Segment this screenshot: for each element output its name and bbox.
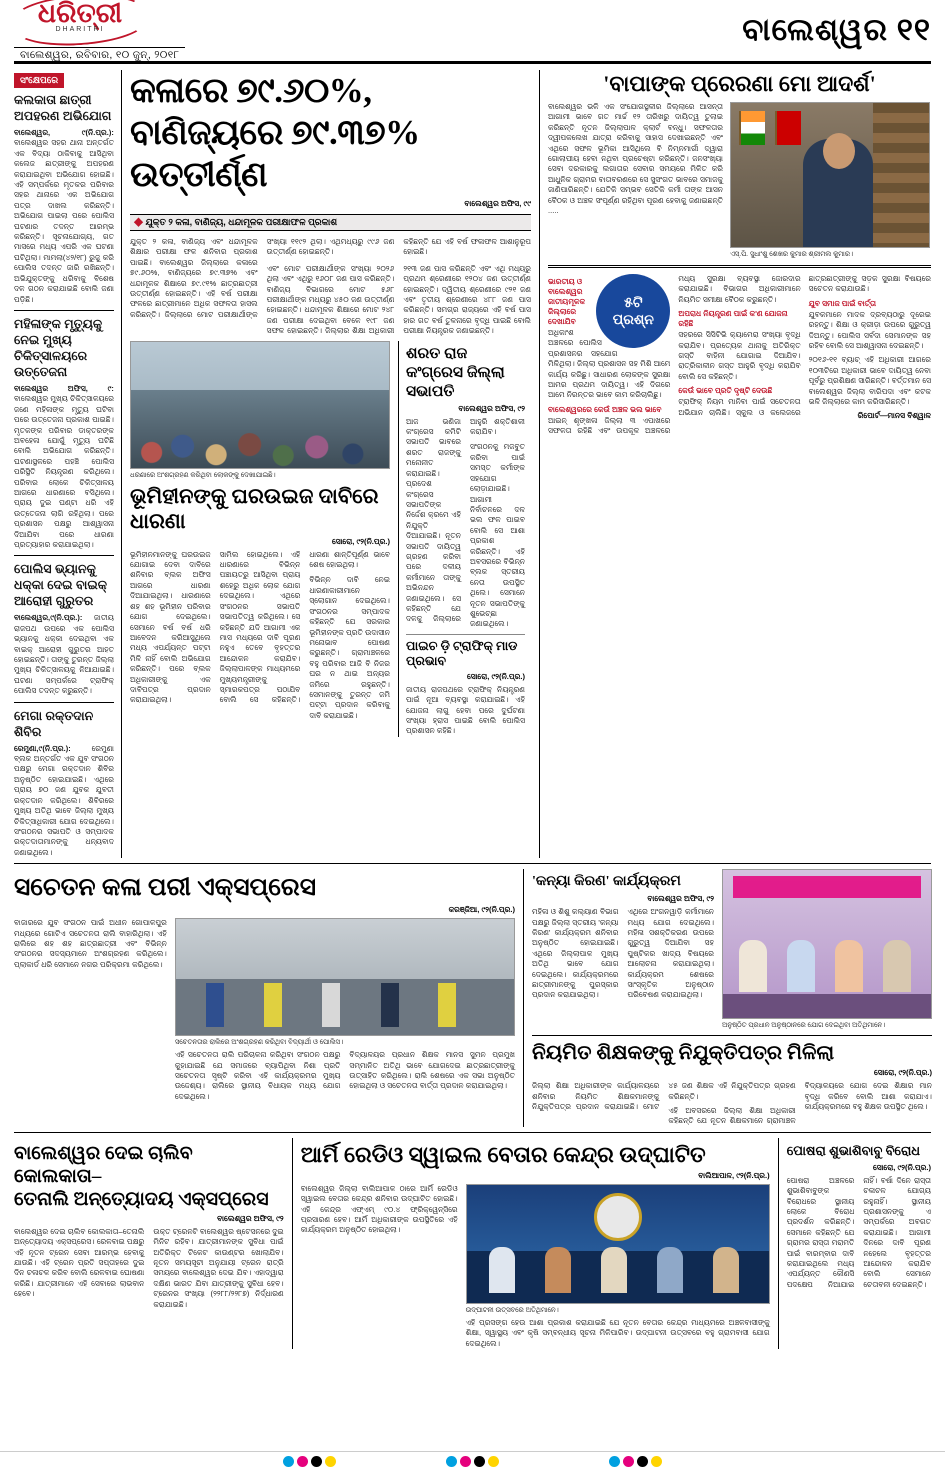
radio-photo-block	[466, 1184, 770, 1349]
brief-dateline: ବାଲେଶ୍ୱର,୯(ନି.ପ୍ର.):	[14, 613, 83, 623]
express-col1	[14, 918, 167, 1102]
interview-headline: 'ବାପାଙ୍କ ପ୍ରେରଣା ମୋ ଆଦର୍ଶ'	[603, 71, 876, 96]
express-headline: ସଚେତନ କଳା ପରୀ ଏକ୍ସପ୍ରେସ	[14, 874, 317, 902]
answer-3: ସହରରେ ସିସିଟିଭି କ୍ୟାମେରା ସଂଖ୍ୟା ବୃଦ୍ଧି କରାଯିବ। ପ୍ରତ୍ୟେକ ଥାନାକୁ ଅତିରିକ୍ତ ଗସ୍ତି ବାହିନୀ ଯୋଗାଇ ଦିଆଯିବ। ରାତ୍ରିକାଳୀନ ଗସ୍ତ ଆହୁରି ବୃଦ୍ଧି କରାଯିବ ବୋଲି ସେ କହିଛନ୍ତି।	[678, 330, 801, 381]
interview-credit: ରିପୋର୍ଟ—ମାନସ ବିଶ୍ୱାଳ	[857, 411, 931, 421]
brief-item[interactable]	[14, 708, 114, 858]
kolkata-paragraph: ଉକ୍ତ ଟ୍ରେନଟି ବାଲେଶ୍ୱର ଷ୍ଟେସନରେ ଦୁଇ ମିନିଟ ରହିବ। ଯାତ୍ରୀମାନଙ୍କ ସୁବିଧା ପାଇଁ ଅତିରିକ୍ତ ଟିକେଟ କାଉଣ୍ଟର ଖୋଲାଯିବ। ନୂତନ ସମୟସୂଚୀ ଅନୁଯାୟୀ ଟ୍ରେନ ରାତ୍ରି ସମୟରେ ବାଲେଶ୍ୱର ଦେଇ ଯିବ। ଏହାଦ୍ୱାରା ଦକ୍ଷିଣ ଭାରତ ଯିବା ଯାତ୍ରୀଙ୍କୁ ସୁବିଧା ହେବ। ଟ୍ରେନର ସଂଖ୍ୟା (୨୨୮୮/୨୨୮୭) ନିର୍ଦ୍ଧାରଣ କରାଯାଇଛି।	[153, 1226, 284, 1309]
lead-headline-line1: କଳାରେ ୭୯.୬୦%,	[130, 71, 372, 110]
divider	[532, 1035, 932, 1036]
interview-panel	[539, 70, 931, 858]
answer-2: ଆଇନ୍‌ ଶୃଙ୍ଖଳା ଜିଲ୍ଲା ୩ ଏପାଖରେ ସଫଳତା ରହିଛି ଏବଂ ଉପକୂଳ ଅଞ୍ଚଳରେ ମଧ୍ୟ ସୁରକ୍ଷା ବ୍ୟବସ୍ଥା ଜୋରଦାର କରାଯାଇଛି। ବିଭାଗର ଅଧିକାରୀମାନେ ନିୟମିତ ସମୀକ୍ଷା ବୈଠକ କରୁଛନ୍ତି।	[548, 274, 801, 436]
dharana-byline: ସୋରୋ, ୯୨(ନି.ପ୍ର.)	[331, 536, 390, 546]
interview-top	[548, 102, 931, 259]
interview-closing: ୨୦୧୬-୧୧ ବ୍ୟାଚ୍‌ ଏହି ଅଧିକାରୀ ଆଗରେ ୧୦୩ଟିରେ ଅଧିକାରୀ ଭାବେ ଦାୟିତ୍ୱ ନେବା ପୂର୍ବରୁ ପ୍ରଶିକ୍ଷଣ ସାରିଛନ୍ତି। ବର୍ତ୍ତମାନ ସେ ବାଲେଶ୍ୱର ଜିଲ୍ଲା ବାରିପଦା ଏବଂ କଟକ ଭଳି ଜିଲ୍ଲାରେ କାମ କରିସାରିଛନ୍ତି।	[808, 355, 931, 407]
masthead-left	[14, 0, 185, 64]
answer-4: ଟ୍ରାଫିକ୍‌ ନିୟମ ମାନିବା ପାଇଁ ସଚେତନତା ଅଭିଯାନ ଚାଲିଛି। ସ୍କୁଲ ଓ କଲେଜରେ ଛାତ୍ରଛାତ୍ରୀଙ୍କୁ ସଡ଼କ ସୁରକ୍ଷା ବିଷୟରେ ସଚେତନ କରାଯାଉଛି।	[678, 274, 931, 417]
guest	[545, 1247, 571, 1293]
dharana-photo-caption: ଧରଣାରେ ଅଂଶଗ୍ରହଣ କରିଥିବା ଲୋକଙ୍କୁ ଦେଖାଯାଇଛି।	[130, 471, 276, 479]
kanya-headline: 'କନ୍ୟା କିରଣ' କାର୍ଯ୍ୟକ୍ରମ	[532, 874, 681, 890]
brief-body	[14, 744, 114, 858]
stage-banner	[733, 876, 921, 898]
photo-crowd	[131, 390, 389, 468]
badge-word: ପ୍ରଶ୍ନ	[612, 311, 654, 327]
officer-face	[823, 133, 855, 169]
interview-qa	[548, 274, 931, 437]
brief-headline: ମହିଳାଙ୍କ ମୃତ୍ୟୁକୁ ନେଇ ମୁଖ୍ୟ ଚିକିତ୍ସାଳୟରେ ଉତ୍ତେଜନା	[14, 316, 103, 379]
kanya-photo-caption: ଅନୁଷ୍ଠିତ ପ୍ରଧାନ ଅନୁଷ୍ଠାନରେ ଯୋଗ ଦେଇଥିବା ଅତିଥିମାନେ।	[722, 1022, 886, 1030]
middle-band	[14, 869, 931, 1127]
masthead	[14, 0, 931, 64]
shubha-byline: ସୋରୋ, ୯୨(ନି.ପ୍ର.)	[872, 1162, 931, 1172]
divider	[14, 555, 114, 556]
congress-article	[398, 341, 525, 737]
interview-photo	[730, 102, 930, 248]
brief-dateline: ବାଲେଶ୍ୱର ଅଫିସ, ୯:	[14, 383, 114, 393]
lead-paragraph: ୨୧୩ ଜଣ ପାସ କରିଛନ୍ତି ଏବଂ ଏଥି ମଧ୍ୟରୁ ପ୍ରଥମ ଶ୍ରେଣୀରେ ୧୨୦୪ ଜଣ ଉତ୍ତୀର୍ଣ୍ଣ ହୋଇଛନ୍ତି। ଦ୍ୱିତୀୟ ଶ୍ରେଣୀରେ ୯୨୧ ଜଣ ଏବଂ ତୃତୀୟ ଶ୍ରେଣୀରେ ୪୮୮ ଜଣ ପାସ କରିଛନ୍ତି। ସମଗ୍ର ରାଜ୍ୟରେ ଏହି ବର୍ଷ ପାସ ହାର ଗତ ବର୍ଷ ତୁଳନାରେ ବୃଦ୍ଧି ପାଇଛି ବୋଲି ପରୀକ୍ଷା ନିୟନ୍ତ୍ରକ ଜଣାଇଛନ୍ତି।	[403, 263, 531, 336]
lead-paragraph: ଏବଂ ମୋଟ ପରୀକ୍ଷାର୍ଥୀଙ୍କ ସଂଖ୍ୟା ୨୦୨୬ ଥିଲା ଏବଂ ଏଥିରୁ ୧୬୦୮ ଜଣ ପାସ କରିଛନ୍ତି। ବାଣିଜ୍ୟ ବିଭାଗରେ ମୋଟ ୫୬୮ ପରୀକ୍ଷାର୍ଥୀଙ୍କ ମଧ୍ୟରୁ ୪୫୦ ଜଣ ଉତ୍ତୀର୍ଣ୍ଣ ହୋଇଛନ୍ତି। ଧନ୍ଦାମୂଳକ ଶିକ୍ଷାରେ ମୋଟ ୨୪୮ ଜଣ ପରୀକ୍ଷା ଦେଇଥିବା ବେଳେ ୧୯୮ ଜଣ ସଫଳ ହୋଇଛନ୍ତି। ଜିଲ୍ଲାର ଶିକ୍ଷା ଅଧିକାରୀ କହିଛନ୍ତି ଯେ ଏହି ବର୍ଷ ଫଳାଫଳ ଆଶାନୁରୂପ ହୋଇଛି।	[266, 237, 531, 336]
congress-paragraph: ସଂଗଠନକୁ ମଜବୁତ କରିବା ପାଇଁ ସମସ୍ତ କର୍ମୀଙ୍କ ସହଯୋଗ ଲୋଡ଼ାଯାଇଛି। ଆଗାମୀ ନିର୍ବାଚନରେ ଦଳ ଭଲ ଫଳ ପାଇବ ବୋଲି ସେ ଆଶା ପ୍ରକାଶ କରିଛନ୍ତି। ଏହି ଅବସରରେ ବିଭିନ୍ନ ବ୍ଲକ ସ୍ତରୀୟ ନେତା ଉପସ୍ଥିତ ଥିଲେ। ସେମାନେ ନୂତନ ସଭାପତିଙ୍କୁ ଶୁଭେଚ୍ଛା ଜଣାଇଥିଲେ।	[470, 442, 525, 629]
radio-headline: ଆର୍ମି ରେଡିଓ ସ୍ୱାଇଲ ବେତାର କେନ୍ଦ୍ର ଉଦ୍‌ଘାଟିତ	[300, 1141, 706, 1167]
shubha-text: ପୋଷରା ଅଞ୍ଚଳରେ ଶୁଭାଶିବାବୁଙ୍କ ବିରୋଧରେ ସ୍ଥାନୀୟ ଲୋକେ ବିରୋଧ ପ୍ରଦର୍ଶନ କରିଛନ୍ତି। ସେମାନେ କହିଛନ୍ତି ଯେ ଗ୍ରାମର ରାସ୍ତା ମରାମତି ପାଇଁ ବାରମ୍ବାର ଦାବି କରାଯାଇଥିଲେ ମଧ୍ୟ ଏପର୍ଯ୍ୟନ୍ତ କୌଣସି ପଦକ୍ଷେପ ନିଆଯାଇ ନାହିଁ। ବର୍ଷା ଦିନେ ରାସ୍ତା ଚଳାଚଳ ଯୋଗ୍ୟ ରହୁନାହିଁ। ସ୍ଥାନୀୟ ପ୍ରଶାସନଙ୍କୁ ଏ ସମ୍ପର୍କରେ ଅବଗତ କରାଯାଇଛି। ଆଗାମୀ ଦିନରେ ଦାବି ପୂରଣ ନହେଲେ ବୃହତ୍ତର ଆନ୍ଦୋଳନ କରାଯିବ ବୋଲି ସେମାନେ ଚେତାବନୀ ଦେଇଛନ୍ତି।	[786, 1175, 931, 1289]
express-photo	[175, 918, 515, 1036]
divider	[14, 863, 931, 864]
teacher-headline: ନିୟମିତ ଶିକ୍ଷକଙ୍କୁ ନିଯୁକ୍ତିପତ୍ର ମିଳିଲା	[532, 1042, 835, 1065]
red-flag-icon	[775, 111, 801, 145]
edition-title: ବାଲେଶ୍ୱର ୧୧	[742, 12, 931, 47]
right-middle	[532, 869, 932, 1127]
brief-item[interactable]	[14, 92, 114, 305]
photo-road	[176, 979, 514, 1035]
lead-body	[130, 237, 531, 337]
kolkata-headline	[14, 1142, 284, 1211]
question-5: ଯୁବ ସମାଜ ପାଇଁ ବାର୍ତ୍ତା	[808, 298, 877, 308]
radio-emblem-icon	[594, 1193, 642, 1241]
answer-5: ଯୁବକମାନେ ମାଦକ ଦ୍ରବ୍ୟଠାରୁ ଦୂରେଇ ରହନ୍ତୁ। ଶିକ୍ଷା ଓ କ୍ରୀଡ଼ା ଉପରେ ଗୁରୁତ୍ୱ ଦିଅନ୍ତୁ। ପୋଲିସ ସର୍ବଦା ସେମାନଙ୍କ ସହ ରହିବ ବୋଲି ସେ ଆଶ୍ୱାସନା ଦେଇଛନ୍ତି।	[808, 309, 931, 351]
congress-body	[406, 417, 525, 630]
interview-intro: ବାଲେଶ୍ୱର ଭଳି ଏକ ସଂଯୋଗସ୍ଥଳୀର ଜିଲ୍ଲାରେ ଆସନ୍ତା ଆଗାମୀ ଭାବେ ଗତ ମାର୍ଚ୍ଚ ୧୨ ତାରିଖରୁ ଦାୟିତ୍ୱ ତୁଲାଇ କରିଛନ୍ତି ନୂତନ ଜିଲ୍ଲାପାଳ କ୍ଲାର୍ଟ ବନ୍ଧୁ। ସଫଳତାର ଦ୍ୱୀପକଲେଖ ଯାତ୍ରା କରିବାକୁ ସାହାସ ଦେଖାଇଛନ୍ତି ଏବଂ ଏଥିରେ ସଫଳ ଭୂମିକା ଆସିଥିଲେ ବି ନିମ୍ନମାର୍ଗୀ ଦ୍ୱାରା ଗୋଲାପୀୟ ହେବା ନଥିବା ପ୍ରଚେଷ୍ଟା କରିଛନ୍ତି। ଜନସଂଖ୍ୟା ସେବା ଦରକାରକୁ ଲଗାତାର ସେବାର ସମୟରେ ମିଳିତ କରି ଆଧୁନିକ ଗ୍ରାମର ବାତାବରଣରେ ସେ ସୁସଂଗତ ଭାବରେ ସମାଜକୁ ଜାଣିପାରିଛନ୍ତି। ଯେତିକି ସମ୍ଭବ ସେତିକି କର୍ମୀ ତାଙ୍କ ଆସନ ବୈଠକ ଓ ଅଞ୍ଚଳ ସଂପୂର୍ଣ୍ଣ ରହିଥିବା ପୂରଣ ହେବାକୁ ଜଣାଇଛନ୍ତି .....	[548, 102, 723, 216]
logo-subtitle: DHARITRI	[55, 25, 105, 33]
congress-sub-text: ଜାତୀୟ ରାଜପଥରେ ଟ୍ରାଫିକ୍‌ ନିୟନ୍ତ୍ରଣ ପାଇଁ ନୂଆ ବ୍ୟବସ୍ଥା କରାଯାଇଛି। ଏହି ଯୋଜନା ଲାଗୁ ହେବା ପରେ ଦୁର୍ଘଟଣା ସଂଖ୍ୟା ହ୍ରାସ ପାଇଛି ବୋଲି ପୋଲିସ ପ୍ରଶାସନ କହିଛି।	[406, 684, 525, 736]
express-byline: କରଞ୍ଜିଆ, ୯୨(ନି.ପ୍ର.)	[448, 905, 515, 915]
kolkata-byline: ବାଲେଶ୍ୱର ଅଫିସ, ୯୨	[217, 1213, 284, 1223]
brief-body	[14, 613, 114, 696]
kanya-text-block	[532, 869, 714, 1030]
lead-headline	[130, 70, 531, 196]
guest	[489, 1247, 515, 1293]
marcher	[264, 983, 282, 1027]
badge-number: ୫ଟି	[624, 294, 643, 310]
radio-paragraph: ଏହି ପ୍ରସଙ୍ଗ ହେଉ ଆଶା ପ୍ରକାଶ କରାଯାଇଛି ଯେ ନୂତନ ବେତାର କେନ୍ଦ୍ର ମାଧ୍ୟମରେ ଅଞ୍ଚଳବାସୀଙ୍କୁ ଶିକ୍ଷା, ସ୍ୱାସ୍ଥ୍ୟ ଏବଂ କୃଷି ସମ୍ବନ୍ଧୀୟ ସୂଚନା ମିଳିପାରିବ। ଉଦ୍‌ଘାଟନୀ ଉତ୍ସବରେ ବହୁ ଗ୍ରାମବାସୀ ଯୋଗ ଦେଇଥିଲେ।	[465, 1317, 770, 1348]
kolkata-headline-line2: ତେନାଲି ଅନ୍ତ୍ୟୋଦୟ ଏକ୍ସପ୍ରେସ	[14, 1188, 269, 1210]
congress-byline: ବାଲେଶ୍ୱର ଅଫିସ, ୯୨	[458, 403, 525, 413]
express-right	[175, 918, 515, 1102]
center-column	[130, 70, 531, 858]
brief-item[interactable]	[14, 561, 114, 696]
marcher	[438, 983, 456, 1027]
question-count-badge	[596, 274, 670, 348]
congress-sub-byline: ସୋରୋ, ୯୨(ନି.ପ୍ର.)	[466, 671, 525, 681]
kanya-photo	[722, 869, 932, 1019]
top-grid	[14, 70, 931, 858]
color-dot-group	[446, 1456, 499, 1467]
question-2: ବାଲେଶ୍ୱରରେ କେଉଁ ଅଞ୍ଚଳ ଭଲ ଭାବେ	[548, 404, 662, 414]
teacher-paragraph: ଏହି ଅବସରରେ ଜିଲ୍ଲା ଶିକ୍ଷା ଅଧିକାରୀ କହିଛନ୍ତି ଯେ ନୂତନ ଶିକ୍ଷକମାନେ ଗ୍ରାମାଞ୍ଚଳ ବିଦ୍ୟାଳୟରେ ଯୋଗ ଦେଇ ଶିକ୍ଷାର ମାନ ବୃଦ୍ଧି କରିବେ ବୋଲି ଆଶା କରାଯାଏ। କାର୍ଯ୍ୟକ୍ରମରେ ବହୁ ଶିକ୍ଷକ ଉପସ୍ଥିତ ଥିଲେ।	[668, 1081, 932, 1126]
brief-dateline: ବାଲେଶ୍ୱର, ୯(ନି.ପ୍ର.):	[14, 128, 114, 137]
logo-title: ଧରିତ୍ରୀ	[37, 0, 123, 28]
express-paragraph: ବିଦ୍ୟାଳୟର ପ୍ରଧାନ ଶିକ୍ଷକ ମାନସ ସୁମନ ପ୍ରମୁଖ ସମ୍ମାନିତ ଅତିଥି ଭାବେ ଯୋଗଦେଇ ଛାତ୍ରଛାତ୍ରୀଙ୍କୁ ଉତ୍ସାହିତ କରିଥିଲେ। ରାଲି ଶେଷରେ ଏକ ସଭା ଅନୁଷ୍ଠିତ ହୋଇଥିଲା ଓ ସଚେତନତା ବାର୍ତ୍ତା ପ୍ରଦାନ କରାଯାଇଥିଲା।	[349, 1050, 515, 1091]
brief-body	[14, 384, 114, 551]
color-dot-group	[609, 1456, 662, 1467]
logo[interactable]	[14, 0, 146, 44]
lead-subhead	[130, 214, 531, 231]
kanya-body	[532, 907, 714, 1005]
lead-byline: ବାଲେଶ୍ୱର ଅଫିସ, ୯୯	[464, 199, 531, 208]
kolkata-headline-line1: ବାଲେଶ୍ୱର ଦେଇ ଚାଲିବ କୋଲକାତା–	[14, 1142, 193, 1187]
guest	[883, 940, 911, 992]
brief-text: ଜାତୀୟ ରାଜପଥ ଉପରେ ଏକ ପୋଲିସ ଭ୍ୟାନକୁ ଧକ୍କା ଦେଇଥିବା ଏକ ବାଇକ୍‌ ଆରୋହୀ ଗୁରୁତର ଆହତ ହୋଇଛନ୍ତି। ତାଙ୍କୁ ତୁରନ୍ତ ଜିଲ୍ଲା ମୁଖ୍ୟ ଚିକିତ୍ସାଳୟକୁ ନିଆଯାଇଛି। ଘଟଣା ସମ୍ପର୍କରେ ଟ୍ରାଫିକ୍‌ ପୋଲିସ ତଦନ୍ତ କରୁଛନ୍ତି।	[14, 613, 114, 696]
brief-headline: ମେଗା ରକ୍ତଦାନ ଶିବିର	[14, 708, 94, 739]
question-3: ଅପରାଧ ନିୟନ୍ତ୍ରଣ ପାଇଁ କ'ଣ ଯୋଜନା ରହିଛି	[678, 309, 788, 329]
teacher-body	[532, 1081, 932, 1127]
divider	[14, 702, 114, 703]
shubha-headline: ପୋଷରା ଶୁଭାଶିବାବୁ ବିରୋଧ	[786, 1142, 921, 1158]
brief-item[interactable]	[14, 316, 114, 551]
express-paragraph: ଏହି ସଚେତନତା ରାଲି ପରିଚାଳନା କରିଥିବା ସଂଗଠନ ପକ୍ଷରୁ କୁହାଯାଇଛି ଯେ ସମାଜରେ ବ୍ୟାପିଥିବା ନିଶା ପ୍ରତି ସଚେତନତା ସୃଷ୍ଟି କରିବା ଏହି କାର୍ଯ୍ୟକ୍ରମର ମୁଖ୍ୟ ଉଦ୍ଦେଶ୍ୟ। ରାଲିରେ ସ୍ଥାନୀୟ ବିଧାୟକ ମଧ୍ୟ ଯୋଗ ଦେଇଥିଲେ।	[174, 1050, 341, 1101]
express-photo-caption: ସଚେତନତାର ରାଲିରେ ଅଂଶଗ୍ରହଣ କରିଥିବା ବିଦ୍ୟାର୍ଥୀ ଓ ପୋଲିସ।	[174, 1039, 344, 1047]
radio-byline: ବାଲିଆପାଳ, ୯୨(ନି.ପ୍ର.)	[698, 1170, 770, 1180]
kanya-article	[532, 869, 932, 1030]
teacher-byline: ସୋରୋ, ୯୨(ନି.ପ୍ର.)	[873, 1068, 932, 1078]
kanya-paragraph: ମହିଳା ଓ ଶିଶୁ କଲ୍ୟାଣ ବିଭାଗ ପକ୍ଷରୁ ଜିଲ୍ଲା ସ୍ତରୀୟ 'କନ୍ୟା କିରଣ' କାର୍ଯ୍ୟକ୍ରମ ଶନିବାର ଅନୁଷ୍ଠିତ ହୋଇଯାଇଛି। ଏଥିରେ ଜିଲ୍ଲାପାଳ ମୁଖ୍ୟ ଅତିଥି ଭାବେ ଯୋଗ ଦେଇଥିଲେ। କାର୍ଯ୍ୟକ୍ରମରେ ଛାତ୍ରୀମାନଙ୍କୁ ପୁରସ୍କାର ପ୍ରଦାନ କରାଯାଇଥିଲା।	[532, 907, 619, 1000]
radio-content	[301, 1184, 770, 1349]
radio-photo	[466, 1184, 770, 1304]
guest	[739, 940, 767, 992]
brief-body	[14, 128, 114, 305]
divider	[406, 634, 525, 635]
congress-headline: ଶରତ ରାଜ କଂଗ୍ରେସ ଜିଲ୍ଲା ସଭାପତି	[406, 344, 505, 400]
congress-paragraph: ଆଜ ଭଣିଜା କଂଗ୍ରେସ କମିଟି ସଭାପତି ଭାବରେ ଶରତ ରାଜଙ୍କୁ ମନୋନୀତ କରାଯାଇଛି। ପ୍ରଦେଶ କଂଗ୍ରେସ ସଭାପତିଙ୍କ ନିର୍ଦ୍ଦେଶ କ୍ରମେ ଏହି ନିଯୁକ୍ତି ଦିଆଯାଇଛି। ନୂତନ ସଭାପତି ଦାୟିତ୍ୱ ଗ୍ରହଣ କରିବା ପରେ ଦଳୀୟ କର୍ମୀମାନେ ତାଙ୍କୁ ଅଭିନନ୍ଦନ ଜଣାଇଥିଲେ। ସେ କହିଛନ୍ତି ଯେ ଦଳକୁ ଜିଲ୍ଲାରେ ଆହୁରି ଶକ୍ତିଶାଳୀ କରାଯିବ।	[406, 416, 525, 624]
answer-1: ଅଧିକାଂଶ ଅଞ୍ଚଳରେ ପୋଲିସ ପ୍ରଶାସନର ସହଯୋଗ ମିଳିଥିଲା। ଜିଲ୍ଲା ପ୍ରଶାସନ ସହ ମିଶି ଆମେ କାର୍ଯ୍ୟ କରିଛୁ। ସାଧାରଣ ଲୋକଙ୍କ ସୁରକ୍ଷା ଆମର ପ୍ରଥମ ଦାୟିତ୍ୱ। ଏହି ଦିଗରେ ଆମେ ନିରନ୍ତର ଭାବେ କାମ କରିଚାଲିଛୁ।	[548, 328, 671, 400]
bullet-icon: ◆	[134, 217, 146, 227]
marcher	[381, 983, 399, 1027]
express-content	[14, 918, 515, 1102]
marcher	[206, 983, 224, 1027]
kanya-paragraph: ଏଥିରେ ଅଂଗନୱାଡ଼ି କର୍ମୀମାନେ ମଧ୍ୟ ଯୋଗ ଦେଇଥିଲେ। ମହିଳା ସଶକ୍ତିକରଣ ଉପରେ ଗୁରୁତ୍ୱ ଦିଆଯିବା ସହ ପୁଷ୍ଟିକର ଖାଦ୍ୟ ବିଷୟରେ ଆଲୋଚନା କରାଯାଇଥିଲା। କାର୍ଯ୍ୟକ୍ରମ ଶେଷରେ ସାଂସ୍କୃତିକ ଅନୁଷ୍ଠାନ ପରିବେଷଣ କରାଯାଇଥିଲା।	[627, 907, 714, 1000]
brief-headline: କଲକାତା ଛାତ୍ରୀ ଅପହରଣ ଅଭିଯୋଗ	[14, 93, 112, 123]
congress-sub-headline: ପାଇଚ ଡ଼ି ଟ୍ରାଫିକ୍‌ ମାଡ ପ୍ରଭାବ	[406, 638, 518, 668]
print-registration-bar	[0, 1451, 945, 1471]
brief-text: ବାଲେଶ୍ୱର ମୁଖ୍ୟ ଚିକିତ୍ସାଳୟରେ ଜଣେ ମହିଳାଙ୍କ ମୃତ୍ୟୁ ଘଟିବା ପରେ ଉତ୍ତେଜନା ପ୍ରକାଶ ପାଇଛି। ମୃତକଙ୍କ ପରିବାର ଡାକ୍ତରଙ୍କ ଅବହେଳା ଯୋଗୁଁ ମୃତ୍ୟୁ ଘଟିଛି ବୋଲି ଅଭିଯୋଗ କରିଛନ୍ତି। ଘଟଣାସ୍ଥଳରେ ପହଞ୍ଚି ପୋଲିସ ପରିସ୍ଥିତି ନିୟନ୍ତ୍ରଣ କରିଥିଲେ। ପରିବାର ଲୋକେ ଚିକିତ୍ସାଳୟ ଆଗରେ ଧାରଣାରେ ବସିଥିଲେ। ପ୍ରାୟ ଦୁଇ ଘଣ୍ଟା ଧରି ଏହି ଉତ୍ତେଜନା ଲାଗି ରହିଥିଲା। ପରେ ପ୍ରଶାସନ ପକ୍ଷରୁ ଆଶ୍ୱାସନା ଦିଆଯିବା ପରେ ଧାରଣା ପ୍ରତ୍ୟାହାର କରାଯାଇଥିଲା।	[14, 394, 114, 549]
shubha-body	[787, 1176, 931, 1290]
center-lower	[130, 341, 531, 737]
dharana-body	[130, 550, 390, 722]
rail-kicker: ସଂକ୍ଷେପରେ	[14, 73, 64, 88]
dharana-headline: ଭୂମିହୀନଙ୍କୁ ଘରଉଇଜ ଦାବିରେ ଧାରଣା	[130, 483, 379, 533]
dharana-paragraph: ସାମିଲ ହୋଇଥିଲେ। ଏହି ଧାରଣାରେ ବିଭିନ୍ନ ପଞ୍ଚାୟତରୁ ଆସିଥିବା ପ୍ରାୟ ଶହେରୁ ଅଧିକ ଲୋକ ଯୋଗ ଦେଇଥିଲେ। ଏଥିରେ ସଂଗଠନର ସଭାପତି ସଭାପତିତ୍ୱ କରିଥିଲେ। ସେ କହିଛନ୍ତି ଯଦି ଆଗାମୀ ଏକ ମାସ ମଧ୍ୟରେ ଦାବି ପୂରଣ ନହୁଏ ତେବେ ବୃହତ୍ତର ଆନ୍ଦୋଳନ କରାଯିବ। ଜିଲ୍ଲାପାଳଙ୍କ ମାଧ୍ୟମରେ ମୁଖ୍ୟମନ୍ତ୍ରୀଙ୍କୁ ସ୍ମାରକପତ୍ର ପଠାଯିବ ବୋଲି ସେ କହିଛନ୍ତି। ଧାରଣା ଶାନ୍ତିପୂର୍ଣ୍ଣ ଭାବେ ଶେଷ ହୋଇଥିଲା।	[219, 549, 390, 705]
dharana-photo	[130, 341, 390, 469]
radio-photo-caption: ଉଦ୍‌ଘାଟନୀ ଉତ୍ସବରେ ଅତିଥିମାନେ।	[465, 1306, 559, 1314]
brief-text: ବାଲେଶ୍ୱର ସହର ଥାନା ଅନ୍ତର୍ଗତ ଏକ ବିଦ୍ୟା ଠାକିବାକୁ ଆସିଥିବା କଲେଜ ଛାତ୍ରୀଙ୍କୁ ଅପହରଣ କରାଯାଇଥିବା ଅଭିଯୋଗ ହୋଇଛି। ଏହି ସମ୍ପର୍କରେ ମୃତକର ପରିବାର ସହର ଥାନାରେ ଏକ ଅଭିଯୋଗ ପତ୍ର ଦାଖଲ କରିଛନ୍ତି। ଅଭିଯୋଗ ପାଇଲା ପରେ ପୋଲିସ ଘଟଣାର ତଦନ୍ତ ଆରମ୍ଭ କରିଛନ୍ତି। ସୂଚନାଯୋଗ୍ୟ, ଗତ ମାସରେ ମଧ୍ୟ ଏପରି ଏକ ଘଟଣା ଘଟିଥିଲା। ମାମଲା(୪୨/୧୮) ରୁଜୁ କରି ପୋଲିସ ତଦନ୍ତ ଜାରି ରଖିଛନ୍ତି। ଅଭିଯୁକ୍ତଙ୍କୁ ଧରିବାକୁ ବିଶେଷ ଦଳ ଗଠନ କରାଯାଇଛି ବୋଲି ଜଣା ପଡ଼ିଛି।	[14, 138, 114, 304]
question-1: ଭାରତୀୟ ଓ ବାଲେଶ୍ୱର ଜାତୀୟମୂଳକ ଜିଲ୍ଲାରେ ଦେଖାଯିବ	[548, 277, 586, 326]
express-paragraph: ବାଜାରରେ ଯୁବ ସଂଗଠନ ପାଇଁ ଅଧୀନ ଗୋପାଳପୁର ମଧ୍ୟରେ ଗୋଟିଏ ସଚେତନତା ରାଲି ବାହାରିଥିଲା। ଏହି ରାଲିରେ ଶହ ଶହ ଛାତ୍ରଛାତ୍ରୀ ଏବଂ ବିଭିନ୍ନ ସଂଗଠନର ସଦସ୍ୟମାନେ ଅଂଶଗ୍ରହଣ କରିଥିଲେ। ପ୍ଲାକାର୍ଡ ଧରି ସେମାନେ ନଗର ପରିକ୍ରମା କରିଥିଲେ।	[14, 918, 167, 969]
marcher	[322, 983, 340, 1027]
radio-article	[301, 1138, 779, 1349]
kolkata-article	[14, 1138, 293, 1349]
radio-paragraph: ବାଲେଶ୍ୱର ଜିଲ୍ଲା ବାଲିଆପାଳ ଠାରେ ଆର୍ମି ରେଡିଓ ସ୍ୱାଇଲ ବେତାର କେନ୍ଦ୍ର ଶନିବାର ଉଦ୍‌ଘାଟିତ ହୋଇଛି। ଏହି କେନ୍ଦ୍ର ଏଫ୍‌ଏମ୍‌ ୯୦.୪ ଫ୍ରିକ୍ୱେନ୍ସିରେ ପ୍ରସାରଣ ହେବ। ଆର୍ମି ଅଧିକାରୀଙ୍କ ଉପସ୍ଥିତିରେ ଏହି କାର୍ଯ୍ୟକ୍ରମ ଅନୁଷ୍ଠିତ ହୋଇଥିଲା।	[300, 1183, 458, 1235]
brief-dateline: ରେମୁଣା,୯(ନି.ପ୍ର.):	[14, 743, 71, 753]
radio-col1	[301, 1184, 458, 1349]
brief-text: ରେମୁଣା ବ୍ଲକ ଅନ୍ତର୍ଗତ ଏକ ଯୁବ ସଂଗଠନ ପକ୍ଷରୁ ମେଗା ରକ୍ତଦାନ ଶିବିର ଅନୁଷ୍ଠିତ ହୋଇଯାଇଛି। ଏଥିରେ ପ୍ରାୟ ୭୦ ଜଣ ଯୁବକ ଯୁବତୀ ରକ୍ତଦାନ କରିଥିଲେ। ଶିବିରରେ ମୁଖ୍ୟ ଅତିଥି ଭାବେ ଜିଲ୍ଲା ମୁଖ୍ୟ ଚିକିତ୍ସାଧିକାରୀ ଯୋଗ ଦେଇଥିଲେ। ସଂଗଠନର ସଭାପତି ଓ ସମ୍ପାଦକ ରକ୍ତଦାତାମାନଙ୍କୁ ଧନ୍ୟବାଦ ଜଣାଇଥିଲେ।	[14, 743, 114, 857]
divider	[14, 1132, 931, 1133]
express-article	[14, 869, 524, 1127]
guest	[657, 1247, 683, 1293]
lead-subhead-text: ଯୁକ୍ତ ୨ କଳା, ବାଣିଜ୍ୟ, ଧନ୍ଦାମୂଳକ ପରୀକ୍ଷାଫଳ ପ୍ରକାଶ	[145, 217, 338, 227]
brief-headline: ପୋଲିସ ଭ୍ୟାନକୁ ଧକ୍କା ଦେଇ ବାଇକ୍‌ ଆରୋହୀ ଗୁରୁତର	[14, 562, 108, 609]
kanya-photo-block	[722, 869, 932, 1030]
guest	[713, 1247, 739, 1293]
dharana-paragraph: ବିଭିନ୍ନ ଦାବି ନେଇ ଧାରଣାକାରୀମାନେ ସ୍ଲୋଗାନ ଦେଇଥିଲେ। ସଂଗଠନର ସମ୍ପାଦକ କହିଛନ୍ତି ଯେ ସରକାର ଭୂମିହୀନଙ୍କ ପ୍ରତି ଉଦାସୀନ ମନୋଭାବ ପୋଷଣ କରୁଛନ୍ତି। ଗ୍ରାମାଞ୍ଚଳରେ ବହୁ ପରିବାର ଆଜି ବି ନିଜର ଘର ନ ଥାଇ ଅନ୍ୟର ଜମିରେ ରହୁଛନ୍ତି। ସେମାନଙ୍କୁ ତୁରନ୍ତ ଜମି ପଟ୍ଟା ପ୍ରଦାନ କରିବାକୁ ଦାବି କରାଯାଇଛି।	[309, 575, 390, 720]
kanya-byline: ବାଲେଶ୍ୱର ଅଫିସ, ୯୨	[647, 894, 714, 904]
dateline: ବାଲେଶ୍ୱର, ରବିବାର, ୧୦ ଜୁନ୍‌, ୨୦୧୮	[14, 47, 185, 64]
divider	[14, 310, 114, 311]
guest	[835, 940, 863, 992]
stage-table	[723, 994, 931, 1018]
guest	[601, 1247, 627, 1293]
dharana-article	[130, 341, 390, 737]
shubha-article	[787, 1138, 931, 1349]
guest	[787, 940, 815, 992]
kolkata-body	[14, 1227, 284, 1310]
kolkata-paragraph: ବାଲେଶ୍ୱର ଦେଇ ଚାଲିବ କୋଲକାତା–ତେନାଲି ଅନ୍ତ୍ୟୋଦୟ ଏକ୍ସପ୍ରେସ। ରେଳବାଇ ପକ୍ଷରୁ ଏହି ନୂତନ ଟ୍ରେନ ସେବା ଆରମ୍ଭ ହେବାକୁ ଯାଉଛି। ଏହି ଟ୍ରେନ ପ୍ରତି ସପ୍ତାହରେ ଦୁଇ ଦିନ ଚଳାଚଳ କରିବ ବୋଲି ରେଳବାଇ ଘୋଷଣା କରିଛି। ଯାତ୍ରୀମାନେ ଏହି ସେବାରେ ଲାଭବାନ ହେବେ।	[14, 1226, 145, 1299]
lead-headline-line2: ବାଣିଜ୍ୟରେ ୭୯.୩୭% ଉତ୍ତୀର୍ଣ୍ଣ	[130, 113, 420, 194]
teacher-paragraph: ଜିଲ୍ଲା ଶିକ୍ଷା ଅଧିକାରୀଙ୍କ କାର୍ଯ୍ୟାଳୟରେ ଶନିବାର ନିୟମିତ ଶିକ୍ଷକମାନଙ୍କୁ ନିଯୁକ୍ତିପତ୍ର ପ୍ରଦାନ କରାଯାଇଛି। ମୋଟ ୪୫ ଜଣ ଶିକ୍ଷକ ଏହି ନିଯୁକ୍ତିପତ୍ର ଗ୍ରହଣ କରିଛନ୍ତି।	[532, 1081, 796, 1111]
bottom-band	[14, 1138, 931, 1349]
dharana-paragraph: ଭୂମିହୀନମାନଙ୍କୁ ଘରଉଇଜ ଯୋଗାଇ ଦେବା ଦାବିରେ ଶନିବାର ବ୍ଲକ ଅଫିସ ଆଗରେ ଧାରଣା ଦିଆଯାଇଥିଲା। ଧାରଣାରେ ଶହ ଶହ ଭୂମିହୀନ ପରିବାର ଯୋଗ ଦେଇଥିଲେ। ସେମାନେ ବର୍ଷ ବର୍ଷ ଧରି ଆବେଦନ କରିଆସୁଥିଲେ ମଧ୍ୟ ଏପର୍ଯ୍ୟନ୍ତ ପଟ୍ଟା ମିଳି ନାହିଁ ବୋଲି ଅଭିଯୋଗ କରିଛନ୍ତି। ପରେ ବ୍ଲକ ଅଧିକାରୀଙ୍କୁ ଏକ ଦାବିପତ୍ର ପ୍ରଦାନ କରାଯାଇଥିଲା।	[130, 549, 211, 705]
brief-rail	[14, 70, 122, 858]
indian-flag-icon	[739, 111, 765, 145]
lead-paragraph: ଯୁକ୍ତ ୨ କଳା, ବାଣିଜ୍ୟ ଏବଂ ଧନ୍ଦାମୂଳକ ଶିକ୍ଷାର ପରୀକ୍ଷା ଫଳ ଶନିବାର ପ୍ରକାଶ ପାଇଛି। ବାଲେଶ୍ୱର ଜିଲ୍ଲାରେ କଳାରେ ୭୯.୬୦%, ବାଣିଜ୍ୟରେ ୭୯.୩୭% ଏବଂ ଧନ୍ଦାମୂଳକ ଶିକ୍ଷାରେ ୭୯.୯୧% ଛାତ୍ରଛାତ୍ରୀ ଉତ୍ତୀର୍ଣ୍ଣ ହୋଇଛନ୍ତି। ଏହି ବର୍ଷ ପରୀକ୍ଷା ଫଳରେ ଛାତ୍ରୀମାନେ ଅଧିକ ସଫଳତା ହାସଲ କରିଛନ୍ତି। ଜିଲ୍ଲାରେ ମୋଟ ପରୀକ୍ଷାର୍ଥୀଙ୍କ ସଂଖ୍ୟା ୧୧୯୨ ଥିଲା। ଏଥିମଧ୍ୟରୁ ୯୯୬ ଜଣ ଉତ୍ତୀର୍ଣ୍ଣ ହୋଇଛନ୍ତି।	[130, 237, 395, 319]
divider	[548, 265, 931, 268]
interview-photo-caption: ଏସ୍‌.ପି. ସୁଧାଂଶୁ ଶେଖର କୁମାର ଶ୍ରୀମଲ କୁମାର।	[730, 251, 853, 258]
teacher-article	[532, 1041, 932, 1127]
color-dot-group	[283, 1456, 336, 1467]
question-4: କେଉଁ ଭାବେ ପ୍ରତି ଦୃଷ୍ଟି ଦେଉଛି	[678, 386, 773, 396]
interview-photo-block	[730, 102, 930, 259]
bookshelf	[873, 103, 929, 248]
express-body	[175, 1050, 515, 1102]
